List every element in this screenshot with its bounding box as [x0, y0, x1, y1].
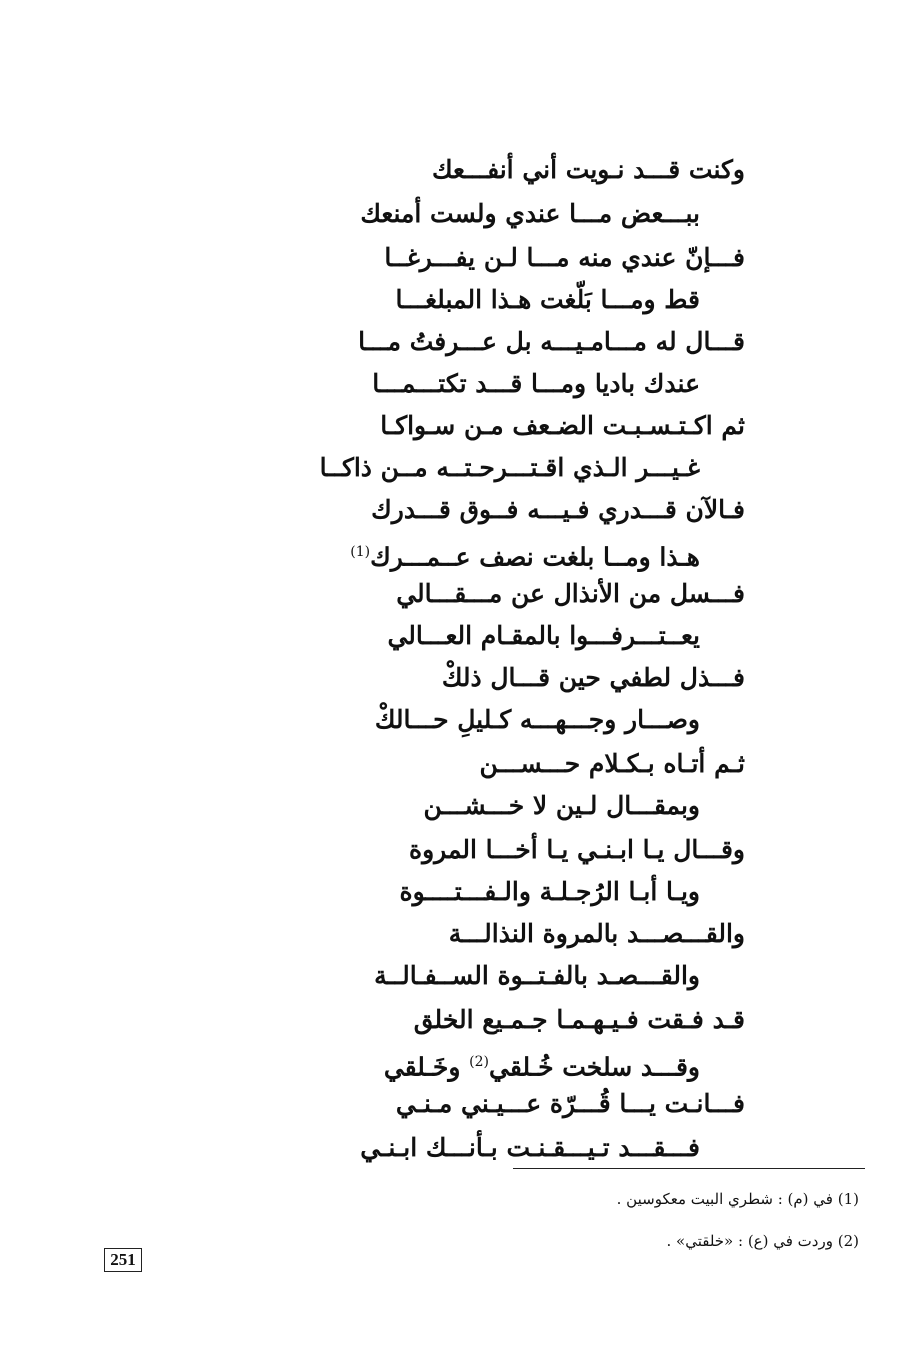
verse-line-3: فـــإنّ عندي منه مـــا لـن يفـــرغــا — [384, 243, 745, 272]
footnote-1: (1) في (م) : شطري البيت معكوسين . — [616, 1190, 859, 1208]
verse-text-tail: وخَـلقي — [383, 1052, 461, 1082]
verse-line-12: يعــتـــرفـــوا بالمقـام العـــالي — [387, 621, 700, 650]
verse-line-2: ببـــعض مـــا عندي ولست أمنعك — [360, 199, 700, 228]
verse-text: وقـــد سلخت خُـلقي — [489, 1052, 700, 1082]
verse-line-13: فـــذل لطفي حين قـــال ذلكْ — [441, 663, 745, 692]
footnote-2: (2) وردت في (ع) : «خلقتي» . — [666, 1232, 859, 1250]
verse-line-11: فـــسل من الأنذال عن مـــقـــالي — [396, 579, 745, 608]
footnote-ref-1: (1) — [350, 544, 371, 560]
verse-line-16: وبمقـــال لـين لا خـــشـــن — [423, 791, 700, 820]
verse-line-4: قط ومـــا بَلّغت هـذا المبلغـــا — [395, 285, 700, 314]
verse-line-10 — [350, 532, 700, 572]
verse-line-1: وكنت قـــد نـويت أني أنفـــعك — [431, 155, 745, 184]
verse-line-17: وقـــال يـا ابـنـي يـا أخـــا المروة — [409, 835, 745, 864]
verse-line-19: والقـــصـــد بالمروة النذالـــة — [448, 919, 745, 948]
verse-line-8: غـيـــر الـذي اقـتـــرحـتــه مــن ذاكــا — [319, 453, 700, 482]
verse-line-9: فـالآن قـــدري فـيـــه فــوق قـــدرك — [371, 495, 745, 524]
verse-line-24: فـــقـــد تـيـــقـنـت بـأنـــك ابـنـي — [360, 1133, 700, 1162]
verse-line-20: والقـــصـد بالفـتــوة الســفـالــة — [374, 961, 700, 990]
verse-line-14: وصـــار وجـــهـــه كـليلِ حـــالكْ — [374, 705, 700, 734]
footnote-ref-2: (2) — [469, 1054, 490, 1070]
verse-line-7: ثم اكـتـسـبـت الضـعف مـن سـواكـا — [380, 411, 745, 440]
verse-line-5: قـــال له مـــامـيـــه بل عـــرفتُ مـــا — [358, 327, 745, 356]
page-number: 251 — [104, 1248, 142, 1272]
verse-line-22 — [384, 1042, 700, 1082]
verse-line-23: فـــانـت يـــا قُـــرّة عـــيـني مـنـي — [395, 1089, 745, 1118]
verse-line-18: ويـا أبـا الرُجـلـة والـفـــتــــوة — [399, 877, 700, 906]
verse-line-6: عندك باديا ومـــا قـــد تكتـــمـــا — [372, 369, 700, 398]
verse-text: هـذا ومــا بلغت نصف عــمـــرك — [370, 542, 700, 572]
verse-line-15: ثـم أتـاه بـكـلام حـــســـن — [479, 749, 745, 778]
footnote-separator — [513, 1168, 865, 1169]
verse-line-21: قـد فـقت فـيـهـمـا جـمـيع الخلق — [413, 1005, 745, 1034]
